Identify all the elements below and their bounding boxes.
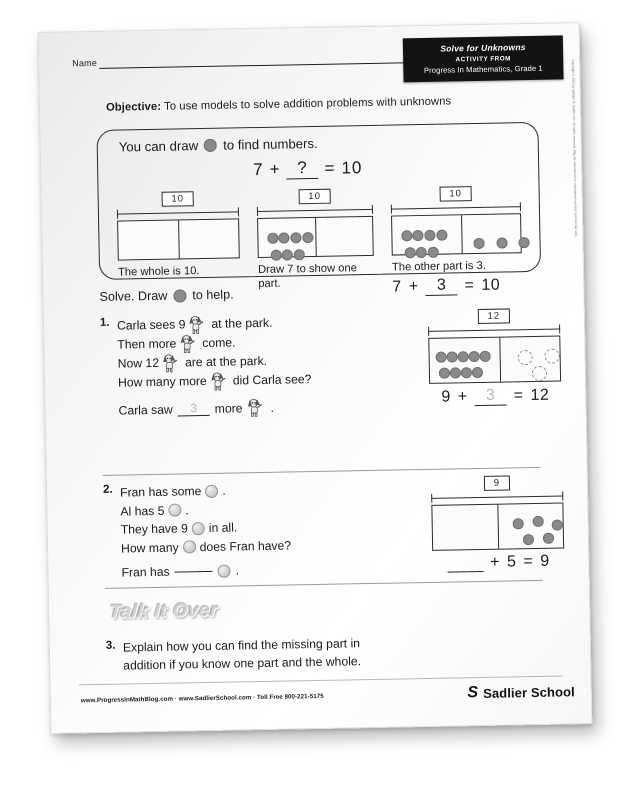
- model-part-right[interactable]: [178, 219, 239, 258]
- open-counter-dot-icon: [518, 350, 533, 365]
- solve-instruction-after: to help.: [192, 287, 234, 303]
- answer-period: .: [270, 400, 275, 415]
- model-total-chip: 10: [298, 189, 331, 205]
- problem-2-equation: [432, 552, 564, 572]
- problem-line-text: Explain how you can find the missing part in: [122, 636, 361, 655]
- coin-icon: [192, 522, 205, 535]
- problem-line-text: at the park.: [211, 315, 273, 332]
- problem-line-text: does Fran have?: [199, 538, 292, 554]
- counter-dot-icon: [496, 237, 507, 248]
- counter-dot-icon: [282, 250, 293, 261]
- model-brace: [428, 325, 560, 336]
- model-caption: The whole is 10.: [117, 265, 200, 279]
- counter-dot-icon: [302, 232, 313, 243]
- equation-equals: =: [523, 553, 534, 571]
- counter-dot-icon: [472, 367, 483, 378]
- counter-dot-icon: [461, 367, 472, 378]
- name-label: Name: [72, 57, 98, 69]
- model-caption: Draw 7 to show one part.: [257, 262, 357, 291]
- equation-total: 10: [481, 276, 501, 295]
- counter-dot-icon: [523, 534, 534, 545]
- sadlier-mark-icon: S: [467, 684, 479, 702]
- coin-icon: [218, 564, 231, 577]
- counter-dot-icon: [513, 519, 524, 530]
- coin-icon: [183, 541, 196, 554]
- model-part-left[interactable]: [258, 218, 316, 257]
- coin-icon: [168, 504, 181, 517]
- example-intro: [119, 136, 318, 155]
- model-total-chip: 12: [477, 308, 510, 324]
- counter-dot-icon: [436, 352, 447, 363]
- sadlier-brand-name: Sadlier School: [482, 683, 575, 701]
- problem-line-text: addition if you know one part and the whole.: [123, 653, 362, 673]
- model-brace: [117, 207, 239, 218]
- model-total-chip: 9: [484, 475, 511, 490]
- problem-line-text: Now 12: [117, 356, 160, 371]
- counter-dot-icon: [424, 230, 435, 241]
- dog-icon: [211, 372, 229, 391]
- counter-dot-icon: [533, 516, 544, 527]
- equation-addend-b: 5: [506, 553, 517, 571]
- activity-banner: [403, 35, 564, 82]
- counter-dot-icon: [469, 351, 480, 362]
- talk-it-over-label: Talk It Over: [108, 599, 220, 623]
- answer-period: .: [235, 563, 240, 578]
- counter-dot-icon: [458, 351, 469, 362]
- problem-line-text: in all.: [208, 520, 238, 536]
- name-field-row: [72, 52, 422, 69]
- counter-dot-icon: [519, 237, 530, 248]
- counter-dot-icon: [294, 249, 305, 260]
- objective-text: To use models to solve addition problems with unknowns: [164, 95, 452, 113]
- model-bar: [117, 218, 240, 260]
- equation-equals: =: [324, 158, 336, 178]
- dog-icon: [163, 353, 181, 372]
- problem-line-text: How many: [120, 540, 179, 556]
- model-part-left[interactable]: [118, 220, 179, 259]
- equation-addend-a: 7: [252, 159, 264, 180]
- banner-title: Solve for Unknowns: [440, 42, 526, 54]
- model-total-chip: 10: [439, 186, 472, 202]
- sadlier-logo: [467, 683, 575, 701]
- counter-dot-icon: [436, 230, 447, 241]
- counter-dot-icon: [439, 367, 450, 378]
- model-part-right[interactable]: [499, 337, 560, 382]
- counter-dot-icon: [290, 233, 301, 244]
- equation-equals: =: [513, 387, 524, 405]
- example-intro-before: You can draw: [118, 138, 199, 155]
- counter-dot-icon: [173, 289, 186, 302]
- problem-number: 1.: [99, 316, 110, 329]
- open-counter-dot-icon: [544, 349, 559, 364]
- model-part-right[interactable]: [461, 214, 521, 253]
- equation-answer-blank[interactable]: 3: [474, 386, 506, 406]
- problem-line-text: .: [222, 483, 226, 498]
- counter-dot-icon: [416, 247, 427, 258]
- problem-1-equation: [429, 385, 561, 406]
- equation-addend-a: 7: [392, 278, 402, 296]
- model-bar: [391, 213, 522, 255]
- banner-subtitle: ACTIVITY FROM: [455, 54, 511, 63]
- answer-prefix: Fran has: [121, 564, 170, 580]
- counter-dot-icon: [543, 532, 554, 543]
- equation-addend-a: 9: [441, 388, 451, 406]
- footer: [81, 683, 575, 708]
- example-intro-after: to find numbers.: [223, 135, 318, 153]
- equation-plus: +: [269, 159, 281, 179]
- model-brace: [391, 202, 521, 213]
- model-part-left[interactable]: [432, 505, 498, 550]
- problem-divider: [105, 580, 543, 589]
- answer-blank[interactable]: 3: [178, 401, 210, 417]
- problem-number: 2.: [102, 483, 113, 496]
- example-model-2: [257, 188, 375, 292]
- equation-plus: +: [408, 278, 419, 296]
- solve-instruction-before: Solve. Draw: [99, 288, 168, 304]
- dog-icon: [189, 315, 207, 334]
- model-brace: [431, 491, 563, 502]
- counter-dot-icon: [479, 351, 490, 362]
- worksheet-page: [38, 22, 593, 734]
- name-write-line[interactable]: [99, 54, 422, 69]
- problem-line-text: .: [185, 502, 189, 517]
- counter-dot-icon: [279, 233, 290, 244]
- model-bar: [257, 216, 374, 258]
- banner-source: Progress In Mathematics, Grade 1: [423, 63, 543, 75]
- counter-dot-icon: [204, 139, 217, 152]
- counter-dot-icon: [450, 367, 461, 378]
- model-part-right[interactable]: [497, 503, 563, 548]
- problem-3: [106, 632, 537, 675]
- equation-equals: =: [464, 277, 475, 295]
- solve-instruction: [99, 287, 233, 303]
- counter-dot-icon: [270, 250, 281, 261]
- counter-dot-icon: [473, 238, 484, 249]
- problem-line-text: come.: [202, 335, 236, 351]
- problem-line-text: Al has 5: [120, 503, 165, 519]
- example-model-1: [117, 190, 241, 280]
- equation-plus: +: [457, 388, 468, 406]
- objective-label: Objective:: [105, 100, 162, 114]
- equation-total: 12: [530, 386, 550, 405]
- equation-plus: +: [490, 553, 501, 571]
- equation-total: 9: [540, 552, 550, 570]
- problem-1-model: [428, 308, 562, 407]
- model-part-left[interactable]: [392, 215, 462, 254]
- counter-dot-icon: [404, 247, 415, 258]
- dog-icon: [180, 334, 198, 353]
- problem-line-text: They have 9: [120, 521, 188, 537]
- problem-number: 3.: [105, 639, 116, 652]
- equation-total: 10: [341, 158, 363, 178]
- problem-divider: [103, 467, 541, 476]
- problem-line-text: How many more: [117, 374, 207, 390]
- model-bar: [431, 502, 564, 550]
- open-counter-dot-icon: [531, 366, 546, 381]
- model-bar: [428, 335, 561, 383]
- problem-line-text: Then more: [117, 336, 177, 352]
- counter-dot-icon: [447, 352, 458, 363]
- problem-1: [99, 309, 550, 420]
- objective-line: [106, 95, 451, 113]
- coin-icon: [205, 485, 218, 498]
- model-part-left[interactable]: [429, 338, 500, 383]
- model-caption: The other part is 3.: [391, 259, 486, 274]
- example-equation: [253, 157, 363, 180]
- counter-dot-icon: [267, 233, 278, 244]
- example-model-3: [391, 185, 523, 297]
- counter-dot-icon: [552, 519, 563, 530]
- model-total-chip: 10: [161, 191, 194, 207]
- equation-unknown-blank[interactable]: ?: [286, 158, 318, 180]
- problem-line-text: are at the park.: [184, 354, 268, 370]
- problem-2-model: [431, 474, 565, 572]
- counter-dot-icon: [428, 247, 439, 258]
- counter-dot-icon: [413, 230, 424, 241]
- answer-suffix: more: [214, 400, 243, 416]
- problem-line-text: Fran has some: [119, 484, 202, 500]
- answer-blank[interactable]: [175, 571, 213, 573]
- footer-links[interactable]: www.ProgressInMathBlog.com · www.SadlierSchool.com · Toll Free 800-221-5175: [80, 692, 324, 704]
- model-brace: [257, 205, 373, 216]
- dog-icon: [247, 398, 265, 417]
- counter-dot-icon: [401, 231, 412, 242]
- model-part-right[interactable]: [315, 217, 373, 256]
- problem-line-text: Carla sees 9: [116, 317, 186, 333]
- problem-text: [123, 632, 537, 675]
- problem-2: [102, 476, 550, 580]
- answer-prefix: Carla saw: [118, 402, 173, 418]
- equation-answer-blank[interactable]: 3: [425, 277, 457, 297]
- copyright-text: Copyright © 2015 by William H. Sadlier, Inc. All rights reserved. May be reproduced for educational use (not commercial use).: [571, 59, 579, 238]
- talk-it-over-badge: [109, 600, 218, 624]
- problem-line-text: did Carla see?: [232, 372, 312, 388]
- example-answer-equation: [392, 276, 522, 297]
